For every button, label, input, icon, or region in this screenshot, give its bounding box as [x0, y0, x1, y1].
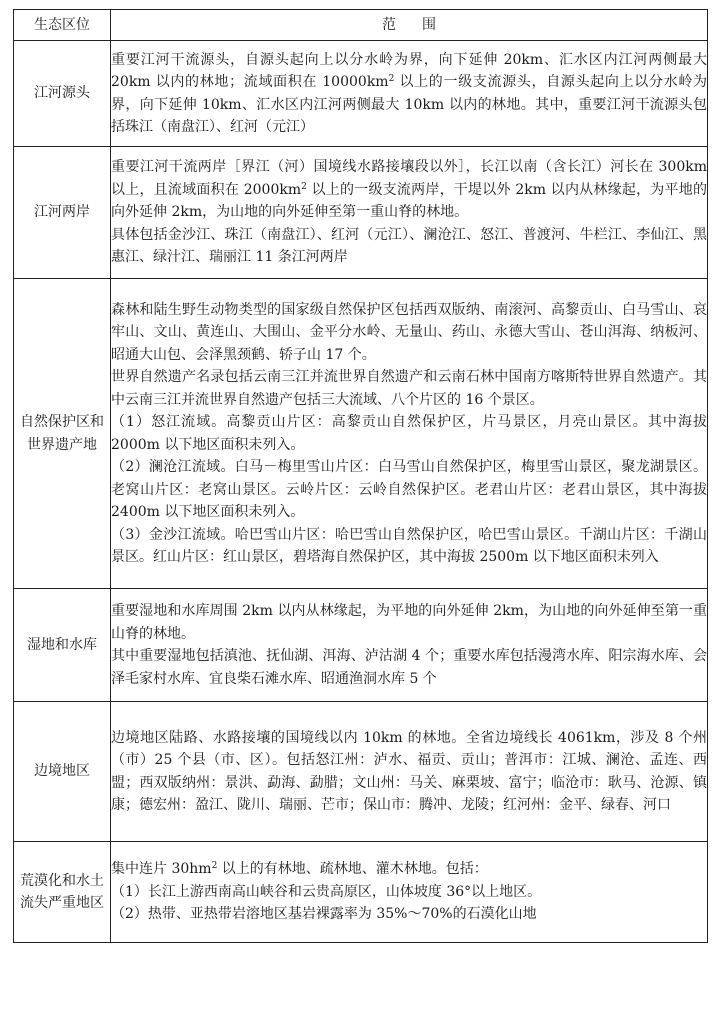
- table-row: [14, 279, 708, 589]
- table-header-row: [14, 10, 708, 41]
- scope-cell: [111, 842, 708, 943]
- zone-cell: 湿地和水库: [14, 589, 111, 702]
- table-row: [14, 589, 708, 702]
- scope-text: 以上的一级支流两岸，干堤以外 2km 以内从林缘起，为平地的向外延伸 2km，为山地的向外延伸至第一重山脊的林地。: [111, 181, 707, 221]
- zone-cell: 边境地区: [14, 702, 111, 842]
- scope-paragraph: （3）金沙江流域。哈巴雪山片区：哈巴雪山自然保护区，哈巴雪山景区。千湖山片区：千湖山景区。红山片区：红山景区，碧塔海自然保护区，其中海拔 2500m 以下地区面积未列入: [111, 526, 707, 565]
- scope-paragraph: 具体包括金沙江、珠江（南盘江）、红河（元江）、澜沧江、怒江、普渡河、牛栏江、李仙江、黑惠江、绿汁江、瑞丽江 11 条江河两岸: [111, 226, 707, 266]
- scope-cell: [111, 702, 708, 842]
- scope-cell: [111, 147, 708, 279]
- table-row: [14, 147, 708, 279]
- superscript: 2: [301, 181, 307, 192]
- scope-text: 集中连片 30hm: [111, 861, 212, 878]
- scope-paragraph: （2）热带、亚热带岩溶地区基岩裸露率为 35%～70%的石漠化山地: [111, 906, 537, 923]
- zone-cell: 江河源头: [14, 41, 111, 147]
- superscript: 2: [211, 861, 218, 872]
- header-zone: 生态区位: [14, 10, 111, 41]
- scope-cell: [111, 279, 708, 589]
- scope-paragraph: 重要湿地和水库周围 2km 以内从林缘起，为平地的向外延伸 2km，为山地的向外延伸至第一重山脊的林地。: [111, 603, 707, 642]
- table-row: [14, 41, 708, 147]
- scope-paragraph: 边境地区陆路、水路接壤的国境线以内 10km 的林地。全省边境线长 4061km，涉及 8 个州（市）25 个县（市、区）。包括怒江州：泸水、福贡、贡山；普洱市：江城、澜沧、孟连、西盟；西双版纳州：景洪、勐海、勐腊；文山州：马关、麻栗坡、富宁；临沧市：耿马、沧源、镇康；德宏州：盈江、陇川、瑞丽、芒市；保山市：腾冲、龙陵；红河州：金平、绿春、河口: [111, 729, 707, 813]
- scope-paragraph: （2）澜沧江流域。白马－梅里雪山片区：白马雪山自然保护区，梅里雪山景区，聚龙湖景区。老窝山片区：老窝山景区。云岭片区：云岭自然保护区。老君山片区：老君山景区，其中海拔 2400m 以下地区面积未列入。: [111, 459, 707, 520]
- scope-paragraph: [111, 49, 707, 139]
- scope-paragraph: [111, 156, 707, 224]
- table-row: [14, 702, 708, 842]
- table-row: [14, 842, 708, 943]
- scope-paragraph: 世界自然遗产名录包括云南三江并流世界自然遗产和云南石林中国南方喀斯特世界自然遗产。其中云南三江并流世界自然遗产包括三大流域、八个片区的 16 个景区。: [111, 369, 707, 408]
- zone-cell: 江河两岸: [14, 147, 111, 279]
- scope-paragraph: （1）怒江流域。高黎贡山片区：高黎贡山自然保护区，片马景区，月亮山景区。其中海拔 2000m 以下地区面积未列入。: [111, 414, 707, 453]
- scope-text: 重要江河干流源头，自源头起向上以分水岭为界，向下延伸 20km、汇水区内江河两侧最大 20km 以内的林地；流域面积在 10000km: [111, 51, 707, 90]
- scope-paragraph: 森林和陆生野生动物类型的国家级自然保护区包括西双版纳、南滚河、高黎贡山、白马雪山、哀牢山、文山、黄连山、大围山、金平分水岭、无量山、药山、永德大雪山、苍山洱海、纳板河、昭通大山包、会泽黑颈鹤、轿子山 17 个。: [111, 301, 707, 363]
- header-scope: 范围: [111, 10, 708, 41]
- scope-paragraph: （1）长江上游西南高山峡谷和云贵高原区，山体坡度 36°以上地区。: [111, 883, 542, 900]
- scope-text: 以上的有林地、疏林地、灌木林地。包括：: [221, 861, 488, 878]
- superscript: 2: [388, 74, 395, 84]
- zone-cell: 自然保护区和世界遗产地: [14, 279, 111, 589]
- scope-paragraph: 其中重要湿地包括滇池、抚仙湖、洱海、泸沽湖 4 个；重要水库包括漫湾水库、阳宗海水库、会泽毛家村水库、宜良柴石滩水库、昭通渔洞水库 5 个: [111, 648, 707, 687]
- scope-text: 以上的一级支流源头，自源头起向上以分水岭为界，向下延伸 10km、汇水区内江河两侧最大 10km 以内的林地。其中，重要江河干流源头包括珠江（南盘江）、红河（元江）: [111, 74, 707, 135]
- zone-cell: 荒漠化和水土流失严重地区: [14, 842, 111, 943]
- scope-paragraph: [111, 858, 707, 881]
- eco-zone-table: [13, 9, 708, 943]
- scope-cell: [111, 41, 708, 147]
- scope-text: 重要江河干流两岸［界江（河）国境线水路接壤段以外］，长江以南（含长江）河长在 300km 以上，且流域面积在 2000km: [111, 159, 707, 198]
- scope-cell: [111, 589, 708, 702]
